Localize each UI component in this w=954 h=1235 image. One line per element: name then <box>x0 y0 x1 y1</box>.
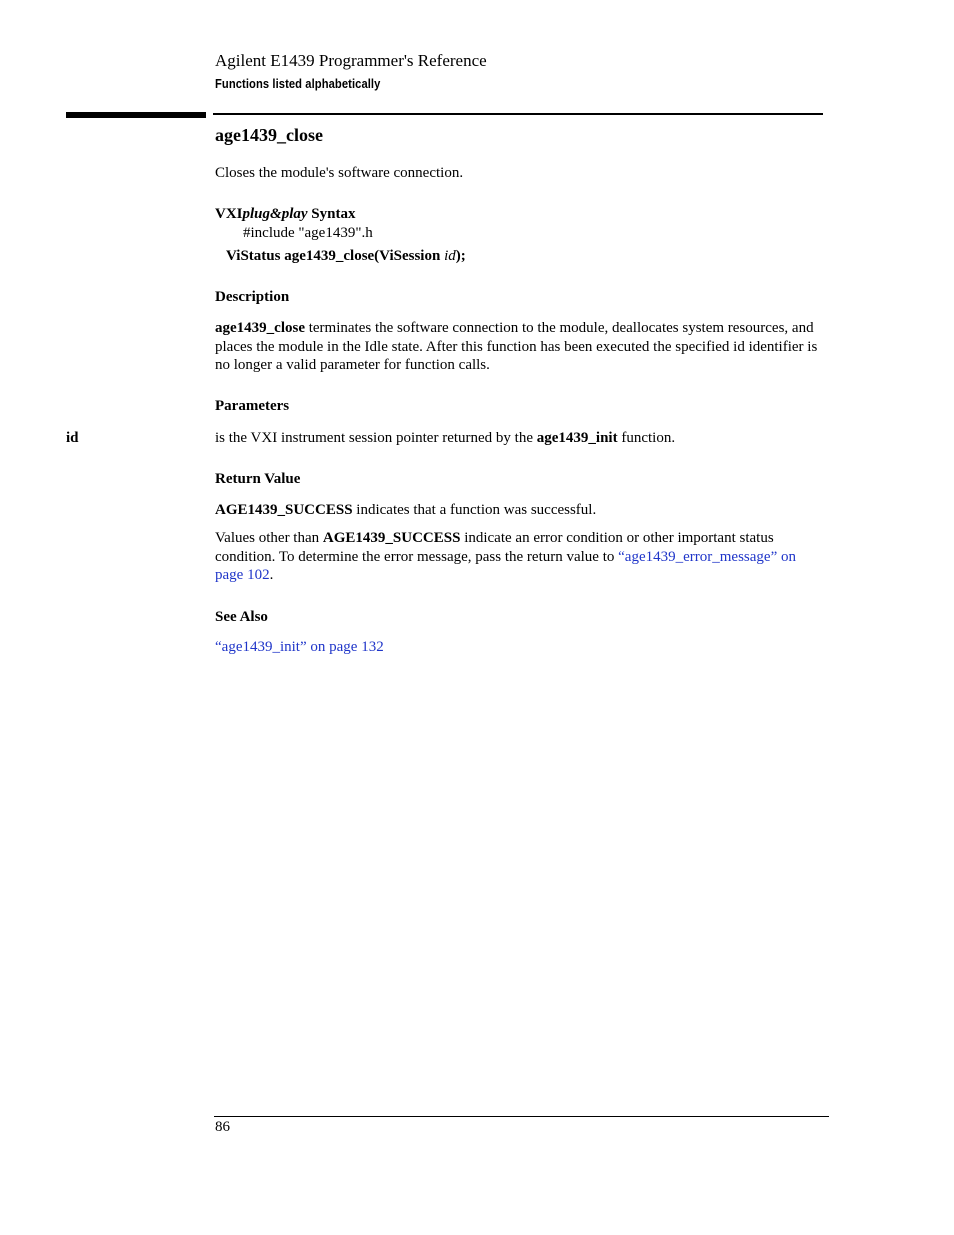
error-message-link[interactable]: “age1439_error_message” on page 102 <box>215 548 796 583</box>
prototype-post: ); <box>455 248 466 264</box>
syntax-heading-suffix: Syntax <box>307 206 356 222</box>
syntax-include: #include "age1439".h <box>243 225 373 241</box>
header-rule-thick <box>66 112 206 118</box>
see-also-heading: See Also <box>215 609 268 625</box>
function-title: age1439_close <box>215 125 323 145</box>
description-text <box>215 319 827 375</box>
param-text-bold: age1439_init <box>536 430 618 446</box>
syntax-heading-italic: plug&play <box>242 206 308 222</box>
page-number: 86 <box>215 1119 230 1135</box>
intro-text: Closes the module's software connection. <box>215 165 464 181</box>
header-subtitle: Functions listed alphabetically <box>215 76 381 91</box>
description-body: terminates the software connection to the module, deallocates system resources, and places the module in the Idle state. After this function has been executed the specified id identifier is no longer a valid parameter for function calls. <box>215 320 818 373</box>
return-value-heading: Return Value <box>215 471 301 487</box>
return-p2-mid: indicate an error condition or other important status condition. To determine the error message, pass the return value to <box>215 530 774 565</box>
param-text-post: function. <box>617 430 676 446</box>
param-name: id <box>66 430 79 446</box>
return-value-p1 <box>215 501 827 520</box>
description-bold-name: age1439_close <box>215 320 305 336</box>
header-title: Agilent E1439 Programmer's Reference <box>215 51 487 70</box>
init-link[interactable]: “age1439_init” on page 132 <box>215 639 384 655</box>
see-also-links <box>215 638 827 657</box>
syntax-heading <box>215 206 827 223</box>
return-p2-pre: Values other than <box>215 530 323 546</box>
prototype-pre: ViStatus age1439_close(ViSession <box>226 248 445 264</box>
param-text-pre: is the VXI instrument session pointer returned by the <box>215 430 537 446</box>
return-p2-post: . <box>269 567 274 583</box>
footer-rule <box>214 1116 829 1117</box>
header-rule-thin <box>213 113 823 115</box>
return-value-p2 <box>215 529 827 585</box>
return-p1-text: indicates that a function was successful. <box>352 502 597 518</box>
return-success-constant: AGE1439_SUCCESS <box>215 502 353 518</box>
return-p2-bold: AGE1439_SUCCESS <box>322 530 461 546</box>
syntax-prototype <box>226 247 466 266</box>
param-description <box>215 429 827 448</box>
syntax-heading-prefix: VXI <box>215 206 243 222</box>
parameters-heading: Parameters <box>215 398 290 414</box>
prototype-param: id <box>444 248 456 264</box>
description-heading: Description <box>215 289 290 305</box>
